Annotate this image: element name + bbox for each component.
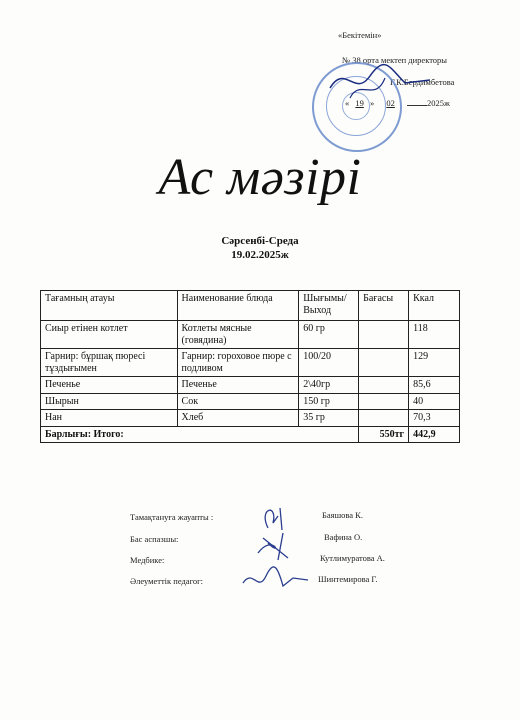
table-row bbox=[41, 393, 460, 410]
table-cell: 85,6 bbox=[409, 377, 460, 394]
table-cell: 60 гр bbox=[299, 321, 359, 349]
table-cell bbox=[359, 377, 409, 394]
table-row bbox=[41, 321, 460, 349]
approval-date-day: 19 bbox=[355, 98, 364, 108]
table-cell: Нан bbox=[41, 410, 178, 427]
approval-heading: «Бекітемін» bbox=[338, 30, 382, 40]
day-date: 19.02.2025ж bbox=[231, 249, 289, 261]
table-cell: 150 гр bbox=[299, 393, 359, 410]
total-label: Барлығы: Итого: bbox=[41, 426, 359, 443]
table-cell: Котлеты мясные (говядина) bbox=[177, 321, 299, 349]
table-cell: 129 bbox=[409, 349, 460, 377]
table-cell: Печенье bbox=[177, 377, 299, 394]
day-block bbox=[0, 234, 520, 262]
table-cell: Гарнир: гороховое пюре с подливом bbox=[177, 349, 299, 377]
table-cell: Гарнир: бұршақ пюресі тұздығымен bbox=[41, 349, 178, 377]
signature-role: Әлеуметтік педагог: bbox=[130, 576, 203, 586]
total-kcal: 442,9 bbox=[409, 426, 460, 443]
column-header: Наименование блюда bbox=[177, 291, 299, 321]
column-header: Шығымы/ Выход bbox=[299, 291, 359, 321]
approval-director-name: Г.К.Бердимбетова bbox=[390, 77, 455, 87]
column-header: Ккал bbox=[409, 291, 460, 321]
table-cell bbox=[359, 393, 409, 410]
table-cell bbox=[359, 410, 409, 427]
table-cell bbox=[359, 349, 409, 377]
table-cell: Сок bbox=[177, 393, 299, 410]
table-cell: 118 bbox=[409, 321, 460, 349]
table-header-row bbox=[41, 291, 460, 321]
approval-date-year: 2025ж bbox=[427, 98, 450, 108]
day-name: Сәрсенбі-Среда bbox=[221, 235, 299, 247]
handwritten-signatures bbox=[238, 498, 318, 608]
signature-name: Вафина О. bbox=[324, 532, 363, 542]
table-cell: 100/20 bbox=[299, 349, 359, 377]
page-title: Ас мәзірі bbox=[158, 149, 362, 206]
signature-name: Баяшова К. bbox=[322, 510, 363, 520]
signature-role: Тамақтануға жауапты : bbox=[130, 512, 214, 522]
table-cell bbox=[359, 321, 409, 349]
signature-name: Шинтемирова Г. bbox=[318, 574, 378, 584]
table-cell: Шырын bbox=[41, 393, 178, 410]
signature-role: Бас аспазшы: bbox=[130, 534, 179, 544]
director-signature bbox=[320, 58, 440, 108]
table-cell: 70,3 bbox=[409, 410, 460, 427]
column-header: Бағасы bbox=[359, 291, 409, 321]
table-cell: Сиыр етінен котлет bbox=[41, 321, 178, 349]
table-row bbox=[41, 377, 460, 394]
menu-table bbox=[40, 290, 460, 443]
signature-role: Медбике: bbox=[130, 555, 165, 565]
approval-position: № 38 орта мектеп директоры bbox=[342, 55, 448, 65]
table-total-row bbox=[41, 426, 460, 443]
table-row bbox=[41, 410, 460, 427]
table-cell: Печенье bbox=[41, 377, 178, 394]
table-cell: Хлеб bbox=[177, 410, 299, 427]
table-row bbox=[41, 349, 460, 377]
table-cell: 35 гр bbox=[299, 410, 359, 427]
table-cell: 2\40гр bbox=[299, 377, 359, 394]
signature-name: Кутлимуратова А. bbox=[320, 553, 385, 563]
total-price: 550тг bbox=[359, 426, 409, 443]
column-header: Тағамның атауы bbox=[41, 291, 178, 321]
approval-date-month: 02 bbox=[386, 98, 395, 108]
approval-date: « 19 » 02 2025ж bbox=[345, 98, 450, 108]
table-cell: 40 bbox=[409, 393, 460, 410]
